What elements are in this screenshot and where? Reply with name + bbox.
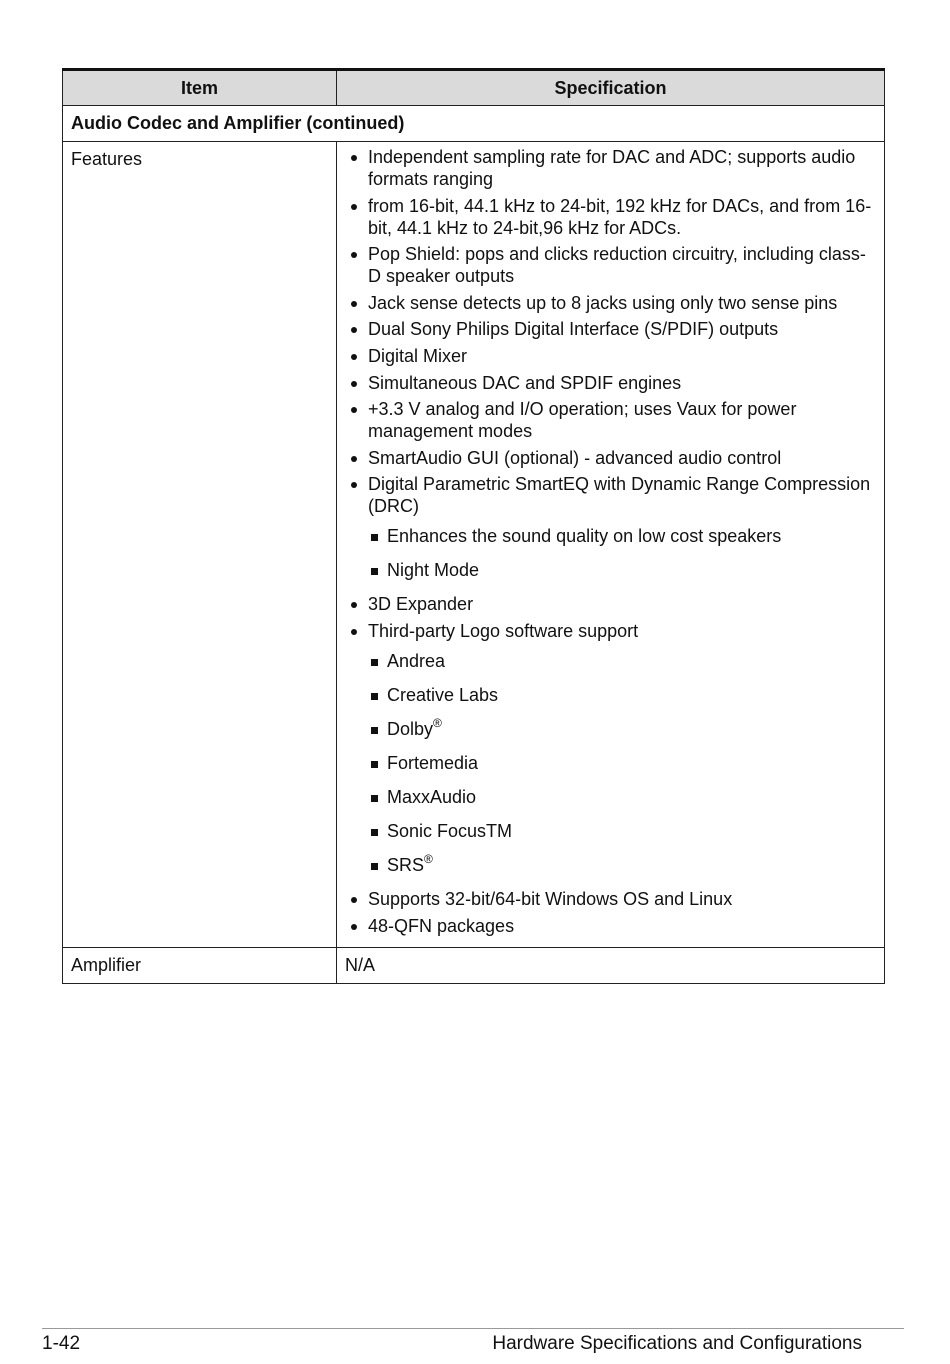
table-row-amplifier (63, 948, 885, 984)
feature-bullet (348, 345, 878, 367)
feature-bullet-text: 3D Expander (368, 594, 474, 615)
feature-bullet (348, 473, 878, 581)
footer-divider (42, 1328, 904, 1329)
feature-bullet (348, 593, 878, 615)
feature-sub-list (368, 525, 878, 581)
feature-sub-bullet-text: Dolby (387, 718, 434, 739)
feature-sub-bullet (368, 559, 878, 581)
feature-bullet (348, 146, 878, 190)
feature-sub-bullet-text: Creative Labs (387, 684, 499, 705)
amplifier-value: N/A (337, 948, 885, 984)
feature-sub-bullet (368, 684, 878, 706)
footer-title: Hardware Specifications and Configurations (492, 1333, 862, 1354)
feature-bullet-text: +3.3 V analog and I/O operation; uses Vaux for power management modes (368, 399, 797, 442)
feature-bullet (348, 620, 878, 876)
feature-bullet (348, 195, 878, 239)
feature-sub-bullet (368, 786, 878, 808)
feature-bullet (348, 398, 878, 442)
registered-mark: ® (424, 851, 433, 866)
feature-sub-bullet (368, 820, 878, 842)
feature-sub-bullet-text: Fortemedia (387, 752, 479, 773)
feature-sub-bullet (368, 650, 878, 672)
feature-sub-bullet (368, 715, 878, 740)
amplifier-label: Amplifier (63, 948, 337, 984)
feature-bullet (348, 888, 878, 910)
features-label: Features (63, 142, 337, 948)
feature-bullet-text: 48-QFN packages (368, 915, 515, 936)
registered-mark: ® (433, 715, 442, 730)
feature-bullet (348, 915, 878, 937)
feature-bullet-text: Independent sampling rate for DAC and ADC; supports audio formats ranging (368, 147, 856, 189)
feature-bullet-text: Dual Sony Philips Digital Interface (S/PDIF) outputs (368, 319, 779, 340)
header-specification: Specification (337, 70, 885, 106)
feature-sub-bullet (368, 752, 878, 774)
feature-bullet-text: Third-party Logo software support (368, 620, 639, 641)
section-title: Audio Codec and Amplifier (continued) (63, 106, 885, 142)
feature-list (348, 146, 878, 937)
feature-bullet-text: Supports 32-bit/64-bit Windows OS and Linux (368, 888, 733, 909)
feature-sub-bullet (368, 525, 878, 547)
section-row (63, 106, 885, 142)
feature-sub-bullet-text: MaxxAudio (387, 786, 477, 807)
spec-table (62, 68, 885, 984)
feature-bullet (348, 292, 878, 314)
feature-bullet (348, 318, 878, 340)
feature-sub-list (368, 650, 878, 876)
feature-sub-bullet-text: SRS (387, 854, 425, 875)
feature-bullet-text: Digital Parametric SmartEQ with Dynamic Range Compression (DRC) (368, 474, 871, 517)
feature-bullet-text: SmartAudio GUI (optional) - advanced audio control (368, 447, 782, 468)
feature-sub-bullet (368, 851, 878, 876)
feature-sub-bullet-text: Enhances the sound quality on low cost speakers (387, 526, 782, 547)
feature-bullet-text: Jack sense detects up to 8 jacks using only two sense pins (368, 292, 838, 313)
feature-bullet (348, 447, 878, 469)
feature-sub-bullet-text: Night Mode (387, 560, 480, 581)
feature-bullet-text: from 16-bit, 44.1 kHz to 24-bit, 192 kHz for DACs, and from 16-bit, 44.1 kHz to 24-bit,96 kHz for ADCs. (368, 195, 872, 238)
table-row-features (63, 142, 885, 948)
feature-bullet-text: Digital Mixer (368, 345, 468, 366)
table-header-row (63, 70, 885, 106)
feature-bullet-text: Pop Shield: pops and clicks reduction circuitry, including class-D speaker outputs (368, 244, 866, 287)
feature-bullet-text: Simultaneous DAC and SPDIF engines (368, 372, 682, 393)
page-number: 1-42 (42, 1333, 81, 1354)
feature-bullet (348, 243, 878, 287)
feature-sub-bullet-text: Sonic FocusTM (387, 820, 513, 841)
feature-bullet (348, 372, 878, 394)
feature-sub-bullet-text: Andrea (387, 650, 446, 671)
features-spec-cell (337, 142, 885, 948)
header-item: Item (63, 70, 337, 106)
